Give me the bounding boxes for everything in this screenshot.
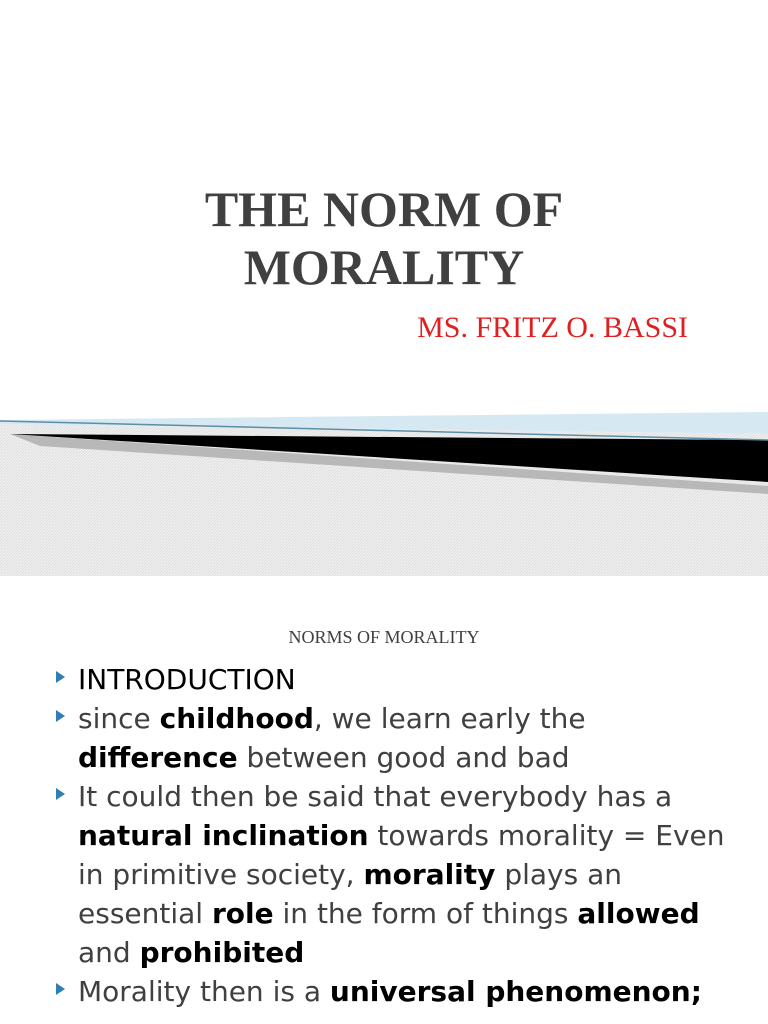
bullet-arrow-icon <box>56 710 65 722</box>
bullet-text: , we learn early the <box>313 702 586 735</box>
bullet-arrow-icon <box>56 788 65 800</box>
bullet-keyword: universal phenomenon; <box>329 975 702 1008</box>
title-line-2: MORALITY <box>243 239 525 295</box>
bullet-keyword: prohibited <box>139 936 305 969</box>
bullet-text: It could then be said that everybody has a <box>78 780 673 813</box>
bullet-arrow-icon <box>56 671 65 683</box>
bullet-text: INTRODUCTION <box>78 663 296 696</box>
bullet-text: and <box>78 936 140 969</box>
bullet-keyword: childhood <box>159 702 314 735</box>
bullet-keyword: morality <box>363 858 496 891</box>
bullet-keyword: natural inclination <box>78 819 369 852</box>
decorative-band <box>0 400 768 576</box>
title-line-1: THE NORM OF <box>204 181 564 237</box>
bullet-text: towards morality = Even in primitive society, <box>78 819 725 891</box>
content-slide <box>0 576 768 1024</box>
bullet-text: since <box>78 702 160 735</box>
bullet-arrow-icon <box>56 983 65 995</box>
bullet-keyword: difference <box>78 741 238 774</box>
slide-title <box>0 180 768 296</box>
bullet-item <box>50 660 750 699</box>
bullet-text: Morality then is a <box>78 975 330 1008</box>
bullet-item <box>50 972 750 1011</box>
bullet-keyword: allowed <box>577 897 700 930</box>
bullet-text: in the form of things <box>273 897 578 930</box>
slide-heading: NORMS OF MORALITY <box>288 627 480 647</box>
bullet-item <box>50 777 750 972</box>
bullet-item <box>50 699 750 777</box>
bullet-keyword: role <box>211 897 274 930</box>
bullet-text: plays an essential <box>78 858 622 930</box>
author-name: MS. FRITZ O. BASSI <box>417 311 688 344</box>
bullet-text: between good and bad <box>237 741 570 774</box>
bullet-list <box>50 660 750 1011</box>
